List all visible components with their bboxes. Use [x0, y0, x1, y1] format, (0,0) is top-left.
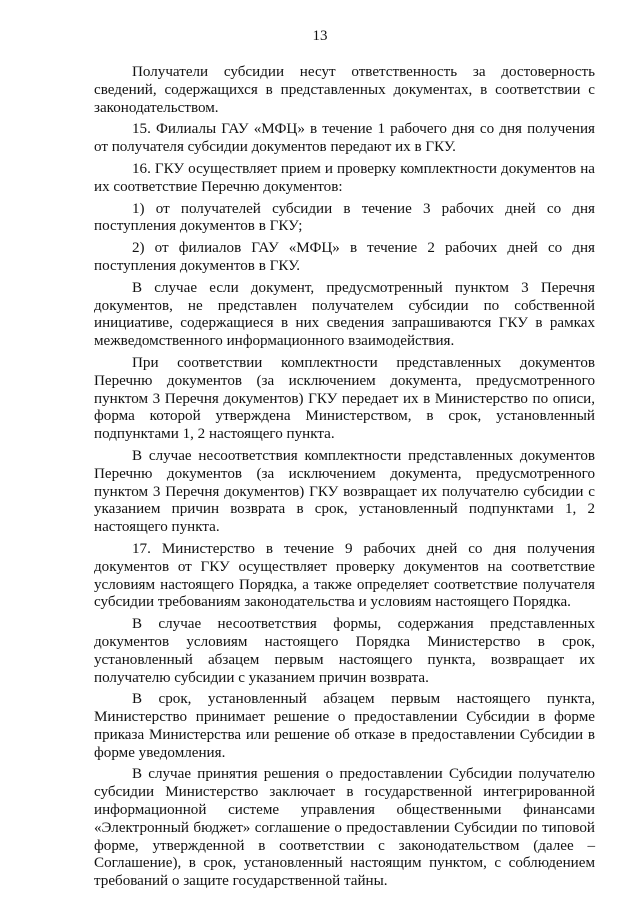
document-body: [94, 64, 595, 895]
paragraph-subitem-1: 1) от получателей субсидии в течение 3 рабочих дней со дня поступления документов в ГКУ;: [94, 200, 595, 235]
paragraph-interagency-request: В случае если документ, предусмотренный пунктом 3 Перечня документов, не представлен получателем субсидии по собственной инициативе, содержащиеся в них сведения запрашиваются ГКУ в рамках межведомственного информационного взаимодействия.: [94, 279, 595, 350]
paragraph-item-17: 17. Министерство в течение 9 рабочих дней со дня получения документов от ГКУ осуществляет проверку документов на соответствие условиям настоящего Порядка, а также определяет соответствие получателя субсидии требованиям законодательства и условиям настоящего Порядка.: [94, 540, 595, 611]
paragraph-decision: В срок, установленный абзацем первым настоящего пункта, Министерство принимает решение о предоставлении Субсидии в форме приказа Министерства или решение об отказе в предоставлении Субсидии в форме уведомления.: [94, 691, 595, 761]
paragraph-item-16: 16. ГКУ осуществляет прием и проверку комплектности документов на их соответствие Перечню документов:: [94, 160, 595, 195]
paragraph-subitem-2: 2) от филиалов ГАУ «МФЦ» в течение 2 рабочих дней со дня поступления документов в ГКУ.: [94, 240, 595, 274]
paragraph-completeness-match: При соответствии комплектности представленных документов Перечню документов (за исключением документа, предусмотренного пунктом 3 Перечня документов) ГКУ передает их в Министерство по описи, форма которой утверждена Министерством, в срок, установленный подпунктами 1, 2 настоящего пункта.: [94, 354, 595, 443]
paragraph-item-15: 15. Филиалы ГАУ «МФЦ» в течение 1 рабочего дня со дня получения от получателя субсидии документов передают их в ГКУ.: [94, 121, 595, 156]
paragraph-liability: Получатели субсидии несут ответственность за достоверность сведений, содержащихся в представленных документах, в соответствии с законодательством.: [94, 64, 595, 116]
page-number: 13: [312, 28, 328, 44]
paragraph-form-mismatch: В случае несоответствия формы, содержания представленных документов условиям настоящего Порядка Министерство в срок, установленный абзацем первым настоящего пункта, возвращает их получателю субсидии с указанием причин возврата.: [94, 616, 595, 686]
paragraph-completeness-mismatch: В случае несоответствия комплектности представленных документов Перечню документов (за исключением документа, предусмотренного пунктом 3 Перечня документов) ГКУ возвращает их получателю субсидии с указанием причин возврата в срок, установленный подпунктами 1, 2 настоящего пункта.: [94, 447, 595, 536]
paragraph-agreement: В случае принятия решения о предоставлении Субсидии получателю субсидии Министерство заключает в государственной интегрированной информационной системе управления общественными финансами «Электронный бюджет» соглашение о предоставлении Субсидии по типовой форме, утвержденной в соответствии с законодательством (далее – Соглашение), в срок, установленный настоящим пунктом, с соблюдением требований о защите государственной тайны.: [94, 766, 595, 890]
